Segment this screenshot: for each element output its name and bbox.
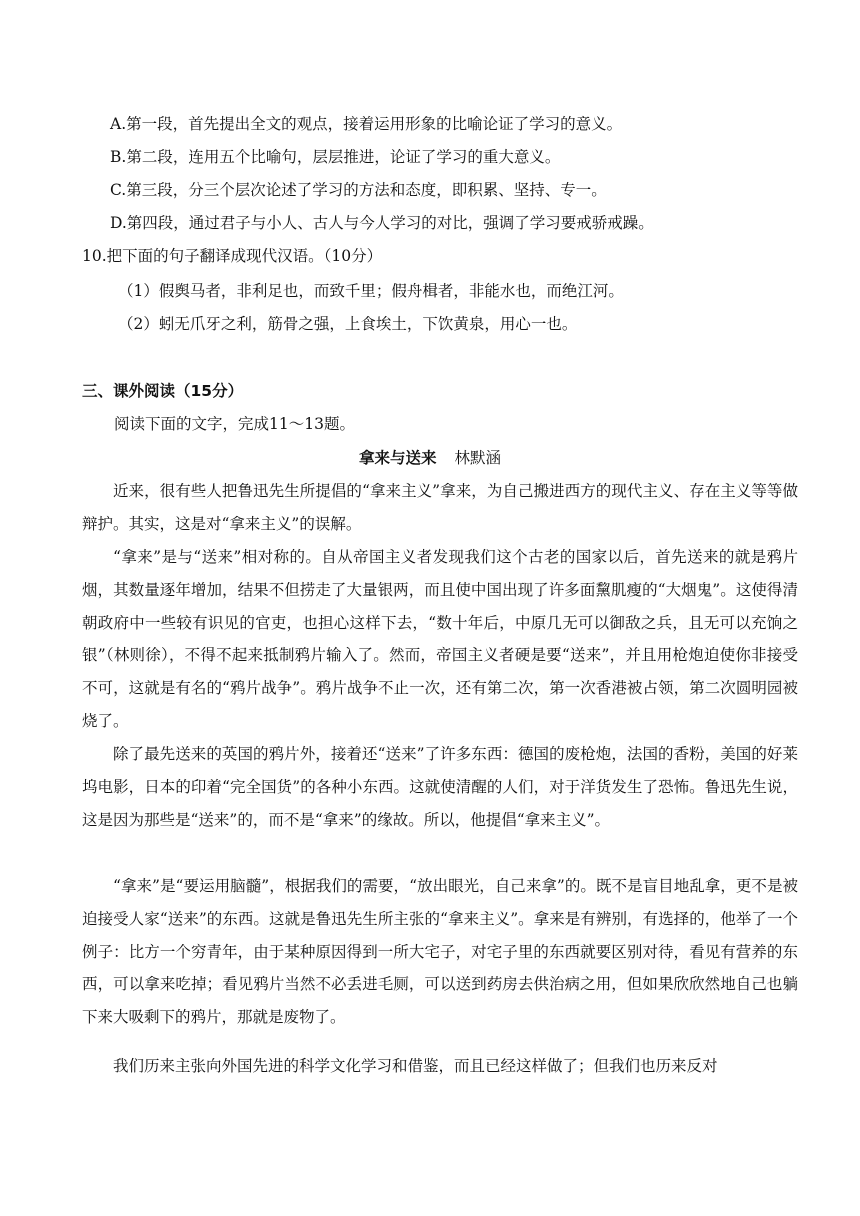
- article-paragraph-1: 近来，很有些人把鲁迅先生所提倡的“拿来主义”拿来，为自己搬进西方的现代主义、存在主义等等做辩护。其实，这是对“拿来主义”的误解。: [82, 482, 798, 533]
- article-paragraph-4: “拿来”是“要运用脑髓”，根据我们的需要，“放出眼光，自己来拿”的。既不是盲目地乱拿，更不是被迫接受人家“送来”的东西。这就是鲁迅先生所主张的“拿来主义”。拿来是有辨别，有选择的，他举了一个例子：比方一个穷青年，由于某种原因得到一所大宅子，对宅子里的东西就要区别对待，看见有营养的东西，可以拿来吃掉；看见鸦片当然不必丢进毛厕，可以送到药房去供治病之用，但如果欣欣然地自己也躺下来大吸剩下的鸦片，那就是废物了。: [82, 877, 798, 1027]
- question-10-prompt: 10.把下面的句子翻译成现代汉语。（10分）: [82, 247, 383, 265]
- article-title: 拿来与送来: [358, 449, 437, 467]
- article-paragraph-2: “拿来”是与“送来”相对称的。自从帝国主义者发现我们这个古老的国家以后，首先送来的就是鸦片烟，其数量逐年增加，结果不但捞走了大量银两，而且使中国出现了许多面黧肌瘦的“大烟鬼”。这使得清朝政府中一些较有识见的官吏，也担心这样下去，“数十年后，中原几无可以御敌之兵，且无可以充饷之银”（林则徐），不得不起来抵制鸦片输入了。然而，帝国主义者硬是要“送来”，并且用枪炮迫使你非接受不可，这就是有名的“鸦片战争”。鸦片战争不止一次，还有第二次，第一次香港被占领，第二次圆明园被烧了。: [82, 548, 798, 730]
- option-c: C.第三段，分三个层次论述了学习的方法和态度，即积累、坚持、专一。: [110, 181, 607, 199]
- article-title-line: [0, 448, 860, 468]
- option-a: A.第一段，首先提出全文的观点，接着运用形象的比喻论证了学习的意义。: [110, 115, 623, 133]
- translation-sentence-1: （1）假舆马者，非利足也，而致千里；假舟楫者，非能水也，而绝江河。: [118, 282, 624, 300]
- article-paragraph-5: 我们历来主张向外国先进的科学文化学习和借鉴，而且已经这样做了；但我们也历来反对: [113, 1057, 718, 1075]
- section-heading: 三、课外阅读（15分）: [82, 382, 244, 400]
- article-paragraph-3: 除了最先送来的英国的鸦片外，接着还“送来”了许多东西：德国的废枪炮，法国的香粉，美国的好莱坞电影，日本的印着“完全国货”的各种小东西。这就使清醒的人们，对于洋货发生了恐怖。鲁迅先生说，这是因为那些是“送来”的，而不是“拿来”的缘故。所以，他提倡“拿来主义”。: [82, 745, 798, 829]
- translation-sentence-2: （2）蚓无爪牙之利，筋骨之强，上食埃土，下饮黄泉，用心一也。: [118, 315, 578, 333]
- option-b: B.第二段，连用五个比喻句，层层推进，论证了学习的重大意义。: [110, 148, 561, 166]
- option-d: D.第四段，通过君子与小人、古人与今人学习的对比，强调了学习要戒骄戒躁。: [110, 214, 654, 232]
- reading-instruction: 阅读下面的文字，完成11～13题。: [114, 415, 355, 433]
- article-author: 林默涵: [454, 449, 502, 467]
